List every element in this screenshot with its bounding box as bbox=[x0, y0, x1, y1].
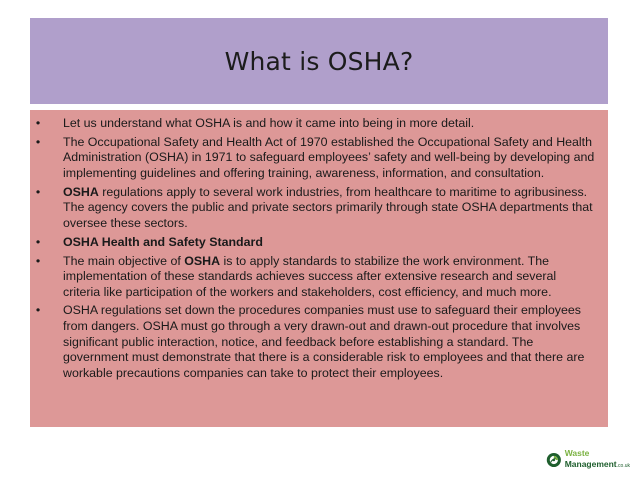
list-item bbox=[32, 116, 596, 132]
logo-line2: Management bbox=[564, 459, 617, 469]
title-band bbox=[30, 18, 608, 104]
bullet-dot: • bbox=[35, 116, 41, 130]
bullet-dot: • bbox=[35, 184, 41, 199]
recycle-leaf-icon bbox=[546, 450, 562, 470]
list-item bbox=[32, 303, 596, 381]
bullet-lead: OSHA Health and Safety Standard bbox=[63, 234, 263, 249]
list-item bbox=[32, 254, 596, 301]
logo-line3: .co.uk bbox=[616, 463, 630, 469]
content-box bbox=[30, 110, 608, 427]
logo-line1: Waste bbox=[564, 448, 590, 458]
bullet-lead: OSHA bbox=[63, 184, 99, 199]
logo-line2-wrap bbox=[565, 458, 630, 471]
bullet-text: Let us understand what OSHA is and how it came into being in more detail. bbox=[63, 116, 475, 130]
bullet-text: regulations apply to several work industries, from healthcare to maritime to agribusiness. The agency covers the public and private sectors primarily through state OSHA departments that oversee these sectors. bbox=[63, 184, 593, 230]
bullet-text-pre: The main objective of bbox=[63, 253, 185, 268]
bullet-dot: • bbox=[35, 253, 41, 268]
bullet-lead: OSHA bbox=[184, 253, 221, 268]
list-item bbox=[32, 135, 596, 182]
list-item bbox=[32, 185, 596, 232]
slide-title: What is OSHA? bbox=[224, 46, 414, 76]
bullet-text: OSHA regulations set down the procedures companies must use to safeguard their employees from dangers. OSHA must go through a very drawn-out and drawn-out procedure that involves significant public interaction, notice, and feedback before establishing a standard. The government must demonstrate that there is a considerable risk to employees and that there are workable precautions companies can take to protect their employees. bbox=[63, 303, 585, 380]
bullet-dot: • bbox=[35, 303, 41, 318]
bullet-text-post: is to apply standards to stabilize the work environment. The implementation of these standards achieves success after extensive research and several criteria like participation of the workers and stakeholders, cost efficiency, and much more. bbox=[63, 253, 557, 299]
bullet-list bbox=[32, 116, 596, 381]
list-item bbox=[32, 235, 596, 251]
bullet-text: The Occupational Safety and Health Act of 1970 established the Occupational Safety and Health Administration (OSHA) in 1971 to safeguard employees’ safety and well-being by developing and implementing guidelines and offering training, awareness, information, and consultation. bbox=[63, 134, 595, 180]
waste-management-logo bbox=[546, 449, 630, 471]
bullet-dot: • bbox=[35, 234, 41, 249]
bullet-dot: • bbox=[35, 134, 41, 149]
